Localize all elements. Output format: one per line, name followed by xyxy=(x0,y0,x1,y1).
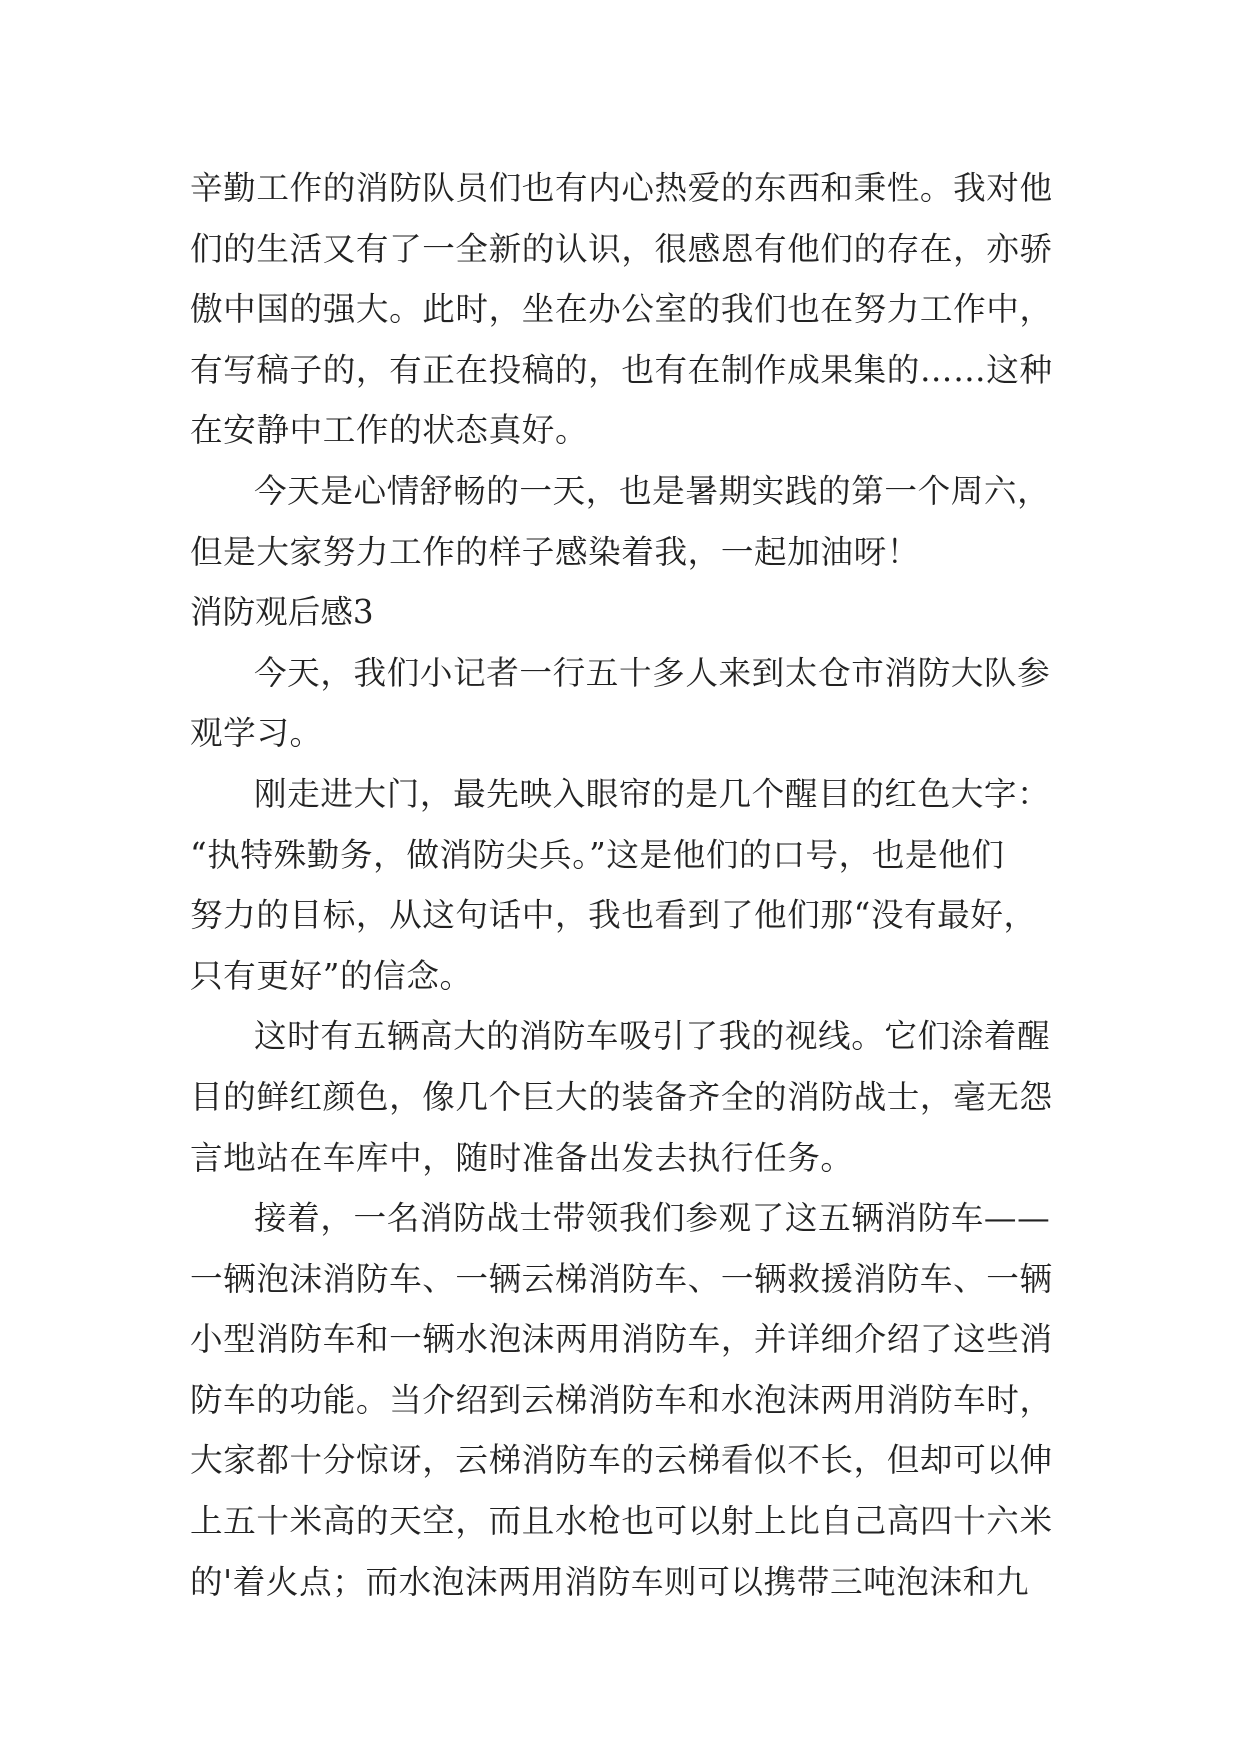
text-line: 辛勤工作的消防队员们也有内心热爱的东西和秉性。我对他 xyxy=(190,169,1053,207)
paragraph-first-line: 接着，一名消防战士带领我们参观了这五辆消防车—— xyxy=(254,1199,1051,1238)
paragraph-first-line: 今天，我们小记者一行五十多人来到太仓市消防大队参 xyxy=(254,653,1051,692)
text-line: 只有更好”的信念。 xyxy=(190,956,473,995)
document-body xyxy=(190,158,1070,1612)
text-line: 言地站在车库中，随时准备出发去执行任务。 xyxy=(190,1138,854,1177)
paragraph-first-line: 刚走进大门，最先映入眼帘的是几个醒目的红色大字： xyxy=(254,774,1051,813)
text-line: 们的生活又有了一全新的认识，很感恩有他们的存在，亦骄 xyxy=(190,229,1053,268)
paragraph-first-line: 今天是心情舒畅的一天，也是暑期实践的第一个周六， xyxy=(254,471,1051,510)
text-line: 在安静中工作的状态真好。 xyxy=(190,411,589,450)
text-line: 傲中国的强大。此时，坐在办公室的我们也在努力工作中， xyxy=(190,290,1053,329)
text-line: 大家都十分惊讶，云梯消防车的云梯看似不长，但却可以伸 xyxy=(190,1441,1053,1480)
text-line: 有写稿子的，有正在投稿的，也有在制作成果集的……这种 xyxy=(190,350,1053,389)
text-line: 观学习。 xyxy=(190,714,323,753)
text-line: 防车的功能。当介绍到云梯消防车和水泡沫两用消防车时， xyxy=(190,1380,1053,1419)
text-line: 小型消防车和一辆水泡沫两用消防车，并详细介绍了这些消 xyxy=(190,1320,1053,1359)
text-line: 但是大家努力工作的样子感染着我，一起加油呀！ xyxy=(190,532,920,571)
text-line: 目的鲜红颜色，像几个巨大的装备齐全的消防战士，毫无怨 xyxy=(190,1077,1053,1116)
section-heading: 消防观后感3 xyxy=(190,593,374,632)
paragraph-first-line: 这时有五辆高大的消防车吸引了我的视线。它们涂着醒 xyxy=(254,1017,1051,1056)
text-line: 努力的目标，从这句话中，我也看到了他们那“没有最好， xyxy=(190,896,1037,935)
text-line: 一辆泡沫消防车、一辆云梯消防车、一辆救援消防车、一辆 xyxy=(190,1259,1053,1298)
text-line: 的'着火点；而水泡沫两用消防车则可以携带三吨泡沫和九 xyxy=(190,1562,1030,1601)
text-line: “执特殊勤务，做消防尖兵。”这是他们的口号，也是他们 xyxy=(190,835,1005,874)
text-line: 上五十米高的天空，而且水枪也可以射上比自己高四十六米 xyxy=(190,1502,1053,1541)
